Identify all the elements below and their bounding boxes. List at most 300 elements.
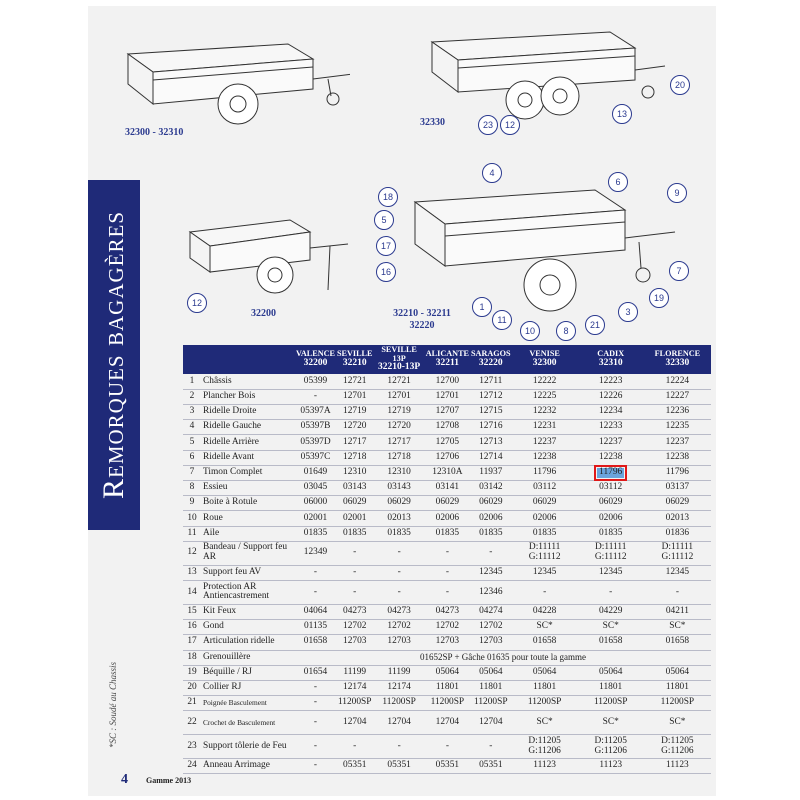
table-row (183, 711, 711, 735)
callout: 6 (608, 172, 628, 192)
table-cell: 12232 (512, 405, 578, 420)
table-cell: D:11111 G:11112 (644, 541, 711, 565)
table-cell: 12238 (644, 450, 711, 465)
table-cell: 11200SP (336, 696, 374, 711)
footer-range: Gamme 2013 (146, 776, 192, 785)
row-number: 15 (183, 604, 201, 619)
table-row (183, 759, 711, 774)
table-cell: 12238 (512, 450, 578, 465)
table-cell: 06000 (295, 496, 336, 511)
part-name: Support feu AV (201, 565, 295, 580)
part-name: Support tôlerie de Feu (201, 735, 295, 759)
table-cell: SC* (644, 711, 711, 735)
table-cell: 11801 (578, 680, 644, 695)
table-cell: 02001 (295, 511, 336, 526)
part-name: Kit Feux (201, 604, 295, 619)
table-cell: 12701 (425, 389, 470, 404)
callout: 13 (612, 104, 632, 124)
column-model-name: SARAGOS (471, 349, 511, 359)
part-name: Châssis (201, 374, 295, 389)
table-row (183, 389, 711, 404)
part-name: Articulation ridelle (201, 635, 295, 650)
table-cell-span: 01652SP + Gâche 01635 pour toute la gamme (295, 650, 711, 665)
row-number: 9 (183, 496, 201, 511)
part-name: Grenouillère (201, 650, 295, 665)
table-cell: 11937 (470, 465, 512, 480)
row-number: 21 (183, 696, 201, 711)
table-cell: - (336, 580, 374, 604)
table-cell: 05351 (470, 759, 512, 774)
table-cell: 12310 (336, 465, 374, 480)
table-cell: - (295, 711, 336, 735)
table-cell: 01658 (295, 635, 336, 650)
callout: 21 (585, 315, 605, 335)
column-model-name: FLORENCE (654, 349, 701, 359)
part-name: Collier RJ (201, 680, 295, 695)
table-cell: 12225 (512, 389, 578, 404)
table-cell: 06029 (644, 496, 711, 511)
row-number: 7 (183, 465, 201, 480)
part-name: Ridelle Droite (201, 405, 295, 420)
model-label-32330: 32330 (420, 117, 445, 128)
column-header (644, 345, 711, 374)
table-cell: 12345 (644, 565, 711, 580)
table-cell: 06029 (373, 496, 424, 511)
table-cell: 05397A (295, 405, 336, 420)
table-cell: 11123 (512, 759, 578, 774)
table-cell: 05064 (578, 665, 644, 680)
table-cell: 01836 (644, 526, 711, 541)
table-cell: 12706 (425, 450, 470, 465)
table-cell: - (295, 759, 336, 774)
table-cell: 12720 (373, 420, 424, 435)
column-header (295, 345, 336, 374)
model-label-32200: 32200 (251, 308, 276, 319)
table-cell: 12701 (373, 389, 424, 404)
table-cell: 01835 (512, 526, 578, 541)
table-cell: 12702 (336, 620, 374, 635)
row-number: 20 (183, 680, 201, 695)
row-number: 4 (183, 420, 201, 435)
table-cell: - (512, 580, 578, 604)
table-cell: 01835 (295, 526, 336, 541)
table-cell: 05397C (295, 450, 336, 465)
table-cell: 11123 (578, 759, 644, 774)
table-cell: - (644, 580, 711, 604)
column-header (425, 345, 470, 374)
table-cell: 12702 (425, 620, 470, 635)
table-cell: 03141 (425, 481, 470, 496)
table-cell: - (578, 580, 644, 604)
table-cell: 01658 (512, 635, 578, 650)
table-cell: 12715 (470, 405, 512, 420)
table-cell: 06029 (512, 496, 578, 511)
parts-table (183, 345, 711, 774)
table-cell: 12718 (336, 450, 374, 465)
trailer-illustration-32300 (118, 24, 350, 134)
table-cell: 05064 (425, 665, 470, 680)
table-cell: 12703 (425, 635, 470, 650)
table-cell: 12704 (336, 711, 374, 735)
table-cell: - (373, 580, 424, 604)
highlighted-cell-value[interactable]: 11796 (599, 466, 623, 477)
row-number: 13 (183, 565, 201, 580)
table-cell: 12236 (644, 405, 711, 420)
table-cell: 12237 (578, 435, 644, 450)
row-number: 8 (183, 481, 201, 496)
part-name: Protection AR Antiencastrement (201, 580, 295, 604)
callout: 3 (618, 302, 638, 322)
table-cell: - (336, 735, 374, 759)
callout: 7 (669, 261, 689, 281)
table-cell: - (336, 541, 374, 565)
part-name: Béquille / RJ (201, 665, 295, 680)
table-cell: 12226 (578, 389, 644, 404)
table-cell: 03137 (644, 481, 711, 496)
table-cell: SC* (512, 711, 578, 735)
row-number: 5 (183, 435, 201, 450)
column-model-code: 32300 (532, 357, 557, 368)
table-cell: 02013 (644, 511, 711, 526)
row-number: 24 (183, 759, 201, 774)
column-model-name: SEVILLE 13P (381, 345, 417, 363)
table-cell: - (425, 580, 470, 604)
callout: 18 (378, 187, 398, 207)
model-label-32210-32211: 32210 - 32211 (393, 308, 451, 319)
table-cell: 12714 (470, 450, 512, 465)
callout: 5 (374, 210, 394, 230)
table-cell: D:11205 G:11206 (578, 735, 644, 759)
table-cell: 12708 (425, 420, 470, 435)
table-cell: 11801 (644, 680, 711, 695)
table-cell: 01835 (373, 526, 424, 541)
part-name: Ridelle Arrière (201, 435, 295, 450)
table-cell: 12712 (470, 389, 512, 404)
table-row (183, 620, 711, 635)
row-number: 22 (183, 711, 201, 735)
table-cell: - (295, 680, 336, 695)
table-row (183, 635, 711, 650)
table-cell: 11801 (512, 680, 578, 695)
table-cell: 12700 (425, 374, 470, 389)
table-cell: SC* (578, 620, 644, 635)
callout: 20 (670, 75, 690, 95)
column-header (373, 345, 424, 374)
table-cell: 05399 (295, 374, 336, 389)
table-cell: 02006 (470, 511, 512, 526)
row-number: 16 (183, 620, 201, 635)
table-cell: 11200SP (512, 696, 578, 711)
table-cell: 12227 (644, 389, 711, 404)
part-name: Boite à Rotule (201, 496, 295, 511)
table-cell: 01654 (295, 665, 336, 680)
table-cell: 11200SP (578, 696, 644, 711)
table-cell: 12345 (470, 565, 512, 580)
table-cell: 12224 (644, 374, 711, 389)
table-cell: 05064 (644, 665, 711, 680)
part-name: Aile (201, 526, 295, 541)
table-row (183, 665, 711, 680)
table-cell: 12704 (373, 711, 424, 735)
table-cell: 11123 (644, 759, 711, 774)
part-name: Ridelle Avant (201, 450, 295, 465)
table-row (183, 650, 711, 665)
table-cell: 04229 (578, 604, 644, 619)
table-cell: 11801 (470, 680, 512, 695)
column-model-code: 32330 (665, 357, 690, 368)
row-number: 3 (183, 405, 201, 420)
table-cell: D:11205 G:11206 (644, 735, 711, 759)
page-title: Remorques bagagères (97, 210, 130, 500)
side-note: *SC : Soudé au Chassis (108, 661, 118, 749)
table-cell: - (470, 735, 512, 759)
part-name: Roue (201, 511, 295, 526)
table-cell: 12717 (336, 435, 374, 450)
table-cell: 12721 (336, 374, 374, 389)
table-cell (578, 465, 644, 480)
table-cell: SC* (512, 620, 578, 635)
row-number: 2 (183, 389, 201, 404)
table-cell: 04273 (336, 604, 374, 619)
part-name: Crochet de Basculement (201, 711, 295, 735)
table-cell: 12719 (336, 405, 374, 420)
table-cell: 11200SP (470, 696, 512, 711)
table-cell: 12701 (336, 389, 374, 404)
table-cell: 12174 (373, 680, 424, 695)
table-cell: - (336, 565, 374, 580)
table-cell: 05064 (470, 665, 512, 680)
part-name: Gond (201, 620, 295, 635)
table-cell: - (295, 389, 336, 404)
table-row (183, 680, 711, 695)
row-number: 18 (183, 650, 201, 665)
table-cell: 12703 (470, 635, 512, 650)
part-name: Plancher Bois (201, 389, 295, 404)
column-model-code: 32220 (478, 357, 503, 368)
table-cell: - (425, 565, 470, 580)
table-cell: 01135 (295, 620, 336, 635)
table-cell: 02013 (373, 511, 424, 526)
table-row (183, 481, 711, 496)
callout: 19 (649, 288, 669, 308)
table-cell: 12702 (470, 620, 512, 635)
table-cell: 06029 (425, 496, 470, 511)
table-cell: 12719 (373, 405, 424, 420)
table-cell: 12310 (373, 465, 424, 480)
part-name: Ridelle Gauche (201, 420, 295, 435)
table-cell: 12711 (470, 374, 512, 389)
table-cell: 05397D (295, 435, 336, 450)
table-cell: - (373, 735, 424, 759)
table-cell: 12310A (425, 465, 470, 480)
callout: 23 (478, 115, 498, 135)
table-cell: 12718 (373, 450, 424, 465)
table-cell: 11796 (644, 465, 711, 480)
table-cell: 06029 (470, 496, 512, 511)
table-cell: 02001 (336, 511, 374, 526)
table-cell: 11200SP (373, 696, 424, 711)
table-row (183, 420, 711, 435)
table-cell: 01835 (578, 526, 644, 541)
table-cell: 12349 (295, 541, 336, 565)
table-cell: - (295, 735, 336, 759)
column-model-name: ALICANTE (425, 349, 469, 359)
table-cell: 03142 (470, 481, 512, 496)
model-label-32220: 32220 (409, 320, 435, 331)
table-cell: 12346 (470, 580, 512, 604)
column-model-code: 32310 (598, 357, 623, 368)
table-cell: 12345 (512, 565, 578, 580)
part-name: Essieu (201, 481, 295, 496)
table-cell: 01835 (425, 526, 470, 541)
column-model-code: 32211 (435, 357, 459, 368)
callout: 1 (472, 297, 492, 317)
table-cell: 06029 (336, 496, 374, 511)
table-cell: 12721 (373, 374, 424, 389)
table-cell: 12704 (470, 711, 512, 735)
table-cell: SC* (578, 711, 644, 735)
row-number: 6 (183, 450, 201, 465)
table-cell: 02006 (512, 511, 578, 526)
table-header-blank (183, 345, 295, 374)
table-cell: 04273 (373, 604, 424, 619)
table-row (183, 465, 711, 480)
table-cell: 03045 (295, 481, 336, 496)
table-cell: - (425, 541, 470, 565)
part-name: Bandeau / Support feu AR (201, 541, 295, 565)
table-cell: - (295, 565, 336, 580)
table-cell: 12713 (470, 435, 512, 450)
table-cell: 12222 (512, 374, 578, 389)
table-cell: 12235 (644, 420, 711, 435)
trailer-illustration-32200 (180, 210, 350, 300)
table-cell: 05397B (295, 420, 336, 435)
table-header-row (183, 345, 711, 374)
table-cell: 01649 (295, 465, 336, 480)
row-number: 10 (183, 511, 201, 526)
table-cell: 05064 (512, 665, 578, 680)
table-cell: 04274 (470, 604, 512, 619)
table-cell: 12716 (470, 420, 512, 435)
row-number: 17 (183, 635, 201, 650)
table-cell: 12345 (578, 565, 644, 580)
page-number: 4 (121, 772, 128, 787)
row-number: 11 (183, 526, 201, 541)
table-cell: 12233 (578, 420, 644, 435)
callout: 11 (492, 310, 512, 330)
part-name: Anneau Arrimage (201, 759, 295, 774)
callout: 16 (376, 262, 396, 282)
table-cell: 12238 (578, 450, 644, 465)
table-cell: 03143 (336, 481, 374, 496)
table-cell: 12223 (578, 374, 644, 389)
callout: 12 (187, 293, 207, 313)
column-header (336, 345, 374, 374)
table-cell: 11199 (336, 665, 374, 680)
table-row (183, 496, 711, 511)
table-cell: 03112 (512, 481, 578, 496)
table-row (183, 580, 711, 604)
table-row (183, 604, 711, 619)
table-cell: 12717 (373, 435, 424, 450)
part-name: Timon Complet (201, 465, 295, 480)
callout: 12 (500, 115, 520, 135)
table-cell: 01658 (644, 635, 711, 650)
table-row (183, 435, 711, 450)
table-cell: D:11111 G:11112 (578, 541, 644, 565)
table-cell: 11199 (373, 665, 424, 680)
table-cell: 01835 (470, 526, 512, 541)
column-header (578, 345, 644, 374)
callout: 17 (376, 236, 396, 256)
table-cell: 12237 (644, 435, 711, 450)
table-cell: 01835 (336, 526, 374, 541)
row-number: 23 (183, 735, 201, 759)
table-row (183, 735, 711, 759)
trailer-illustration-32330 (420, 20, 670, 130)
table-cell: 12234 (578, 405, 644, 420)
table-cell: 04211 (644, 604, 711, 619)
table-row (183, 696, 711, 711)
table-cell: 01658 (578, 635, 644, 650)
table-cell: - (425, 735, 470, 759)
callout: 10 (520, 321, 540, 341)
table-cell: 12705 (425, 435, 470, 450)
table-cell: 05351 (336, 759, 374, 774)
table-cell: 02006 (578, 511, 644, 526)
table-cell: 05351 (425, 759, 470, 774)
row-number: 19 (183, 665, 201, 680)
table-row (183, 450, 711, 465)
table-cell: 05351 (373, 759, 424, 774)
table-cell: 12231 (512, 420, 578, 435)
table-row (183, 526, 711, 541)
table-cell: 03143 (373, 481, 424, 496)
table-cell: 12174 (336, 680, 374, 695)
part-name: Poignée Basculement (201, 696, 295, 711)
table-cell: 12704 (425, 711, 470, 735)
table-cell: 12237 (512, 435, 578, 450)
table-row (183, 565, 711, 580)
column-model-code: 32210-13P (378, 362, 421, 373)
column-header (470, 345, 512, 374)
table-cell: 04228 (512, 604, 578, 619)
table-cell: 11200SP (425, 696, 470, 711)
column-header (512, 345, 578, 374)
table-cell: - (295, 580, 336, 604)
table-cell: D:11205 G:11206 (512, 735, 578, 759)
row-number: 12 (183, 541, 201, 565)
table-cell: SC* (644, 620, 711, 635)
table-row (183, 374, 711, 389)
table-cell: - (373, 541, 424, 565)
table-cell: 04273 (425, 604, 470, 619)
callout: 8 (556, 321, 576, 341)
column-model-name: SEVILLE (336, 349, 373, 359)
table-cell: 12720 (336, 420, 374, 435)
table-row (183, 541, 711, 565)
column-model-code: 32200 (303, 357, 328, 368)
callout: 4 (482, 163, 502, 183)
row-number: 1 (183, 374, 201, 389)
table-cell: 06029 (578, 496, 644, 511)
column-model-name: VENISE (529, 349, 560, 359)
table-cell: 12702 (373, 620, 424, 635)
table-cell: 12707 (425, 405, 470, 420)
table-cell: - (373, 565, 424, 580)
table-cell: - (470, 541, 512, 565)
model-label-32300-32310: 32300 - 32310 (125, 127, 184, 138)
